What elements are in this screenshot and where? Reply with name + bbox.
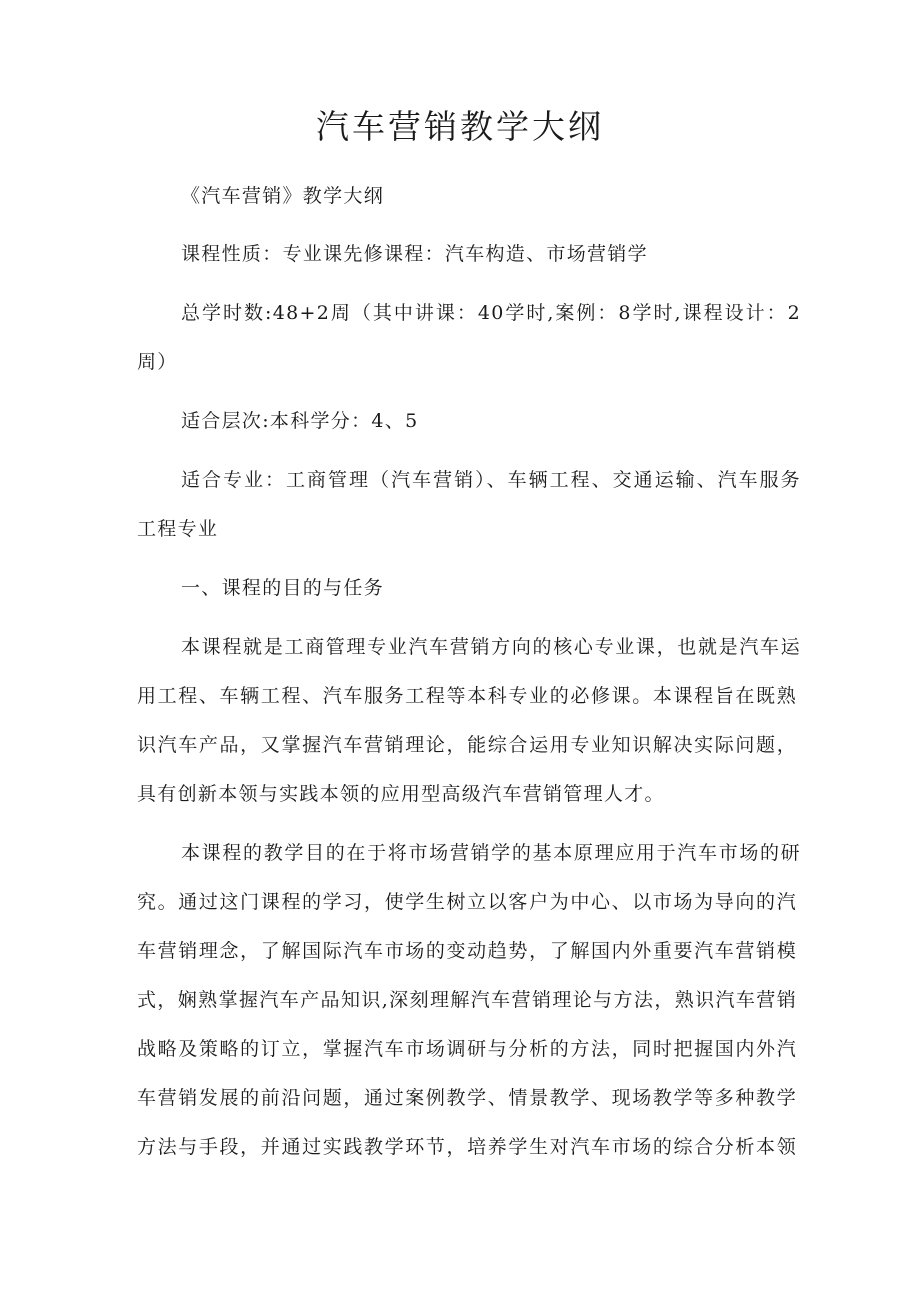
paragraph-line: 究。通过这门课程的学习，使学生树立以客户为中心、以市场为导向的汽 (137, 891, 797, 913)
paragraph-line: 车营销理念，了解国际汽车市场的变动趋势，了解国内外重要汽车营销模 (137, 940, 797, 962)
paragraph-line: 式，娴熟掌握汽车产品知识,深刻理解汽车营销理论与方法，熟识汽车营销 (137, 989, 797, 1011)
document-title: 汽车营销教学大纲 (316, 107, 604, 146)
total-hours-line-continued: 周） (137, 351, 178, 373)
syllabus-heading: 《汽车营销》教学大纲 (181, 185, 385, 207)
paragraph-line: 车营销发展的前沿问题，通过案例教学、情景教学、现场教学等多种教学 (137, 1087, 797, 1109)
paragraph-line: 具有创新本领与实践本领的应用型高级汽车营销管理人才。 (137, 783, 665, 805)
section-heading-purpose: 一、课程的目的与任务 (181, 577, 385, 599)
level-credits-line: 适合层次:本科学分：4、5 (181, 410, 419, 432)
paragraph-line: 用工程、车辆工程、汽车服务工程等本科专业的必修课。本课程旨在既熟 (137, 685, 797, 707)
total-hours-line: 总学时数:48+2周（其中讲课：40学时,案例：8学时,课程设计：2 (181, 302, 801, 324)
course-nature-line: 课程性质：专业课先修课程：汽车构造、市场营销学 (181, 243, 648, 265)
majors-line-continued: 工程专业 (137, 518, 219, 540)
paragraph-line: 本课程的教学目的在于将市场营销学的基本原理应用于汽车市场的研 (181, 842, 801, 864)
paragraph-line: 本课程就是工商管理专业汽车营销方向的核心专业课，也就是汽车运 (181, 636, 801, 658)
majors-line: 适合专业：工商管理（汽车营销）、车辆工程、交通运输、汽车服务 (181, 469, 801, 491)
paragraph-line: 战略及策略的订立，掌握汽车市场调研与分析的方法，同时把握国内外汽 (137, 1038, 797, 1060)
paragraph-line: 方法与手段，并通过实践教学环节，培养学生对汽车市场的综合分析本领 (137, 1136, 797, 1158)
paragraph-line: 识汽车产品，又掌握汽车营销理论，能综合运用专业知识解决实际问题， (137, 734, 797, 756)
